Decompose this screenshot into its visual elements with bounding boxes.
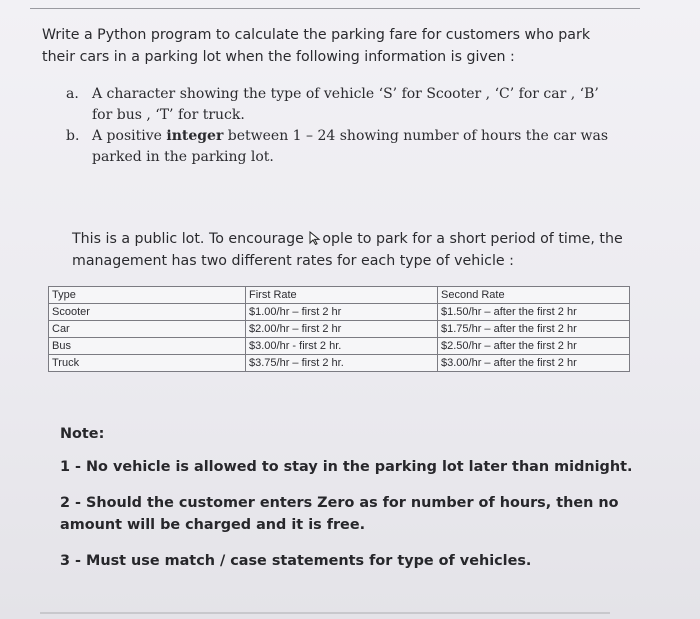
- public-line-2: management has two different rates for each type of vehicle :: [72, 253, 514, 269]
- list-item-b-line-1: A positive integer between 1 – 24 showing number of hours the car was: [92, 128, 609, 144]
- list-marker: b.: [66, 128, 80, 144]
- public-lot-paragraph: [72, 228, 652, 272]
- cell-type: Truck: [49, 355, 246, 372]
- problem-intro: [42, 24, 642, 68]
- cell-first-rate: $1.00/hr – first 2 hr: [246, 304, 438, 321]
- cell-second-rate: $1.75/hr – after the first 2 hr: [438, 321, 630, 338]
- cell-first-rate: $3.00/hr - first 2 hr.: [246, 338, 438, 355]
- cell-type: Bus: [49, 338, 246, 355]
- note-item-1: 1 - No vehicle is allowed to stay in the parking lot later than midnight.: [60, 459, 633, 475]
- table-row: [49, 355, 630, 372]
- mouse-pointer-icon: [309, 230, 321, 244]
- list-item-a-line-2: for bus , ‘T’ for truck.: [92, 107, 245, 123]
- table-row: [49, 304, 630, 321]
- note-item-2: 2 - Should the customer enters Zero as for number of hours, then no amount will be charged and it is free.: [60, 495, 619, 533]
- cell-second-rate: $1.50/hr – after the first 2 hr: [438, 304, 630, 321]
- cell-first-rate: $3.75/hr – first 2 hr.: [246, 355, 438, 372]
- header-first-rate: First Rate: [246, 287, 438, 304]
- given-list: [66, 84, 646, 168]
- note-item-3: 3 - Must use match / case statements for type of vehicles.: [60, 553, 532, 569]
- list-item-a-line-1: A character showing the type of vehicle ‘S’ for Scooter , ‘C’ for car , ‘B’: [92, 86, 599, 102]
- note-title: Note:: [60, 426, 105, 442]
- cell-type: Car: [49, 321, 246, 338]
- cell-second-rate: $3.00/hr – after the first 2 hr: [438, 355, 630, 372]
- header-second-rate: Second Rate: [438, 287, 630, 304]
- bold-integer: integer: [166, 128, 224, 144]
- cell-second-rate: $2.50/hr – after the first 2 hr: [438, 338, 630, 355]
- cell-type: Scooter: [49, 304, 246, 321]
- top-rule: [30, 8, 640, 9]
- intro-line-1: Write a Python program to calculate the parking fare for customers who park: [42, 27, 591, 43]
- public-line-1: This is a public lot. To encourage ople to park for a short period of time, the: [72, 231, 623, 247]
- list-item-b-line-2: parked in the parking lot.: [92, 149, 274, 165]
- table-row: [49, 338, 630, 355]
- table-row: [49, 321, 630, 338]
- cell-first-rate: $2.00/hr – first 2 hr: [246, 321, 438, 338]
- note-section: [60, 426, 660, 586]
- table-header-row: [49, 287, 630, 304]
- bottom-rule: [40, 612, 610, 614]
- rates-table: [48, 286, 630, 372]
- list-marker: a.: [66, 86, 79, 102]
- header-type: Type: [49, 287, 246, 304]
- list-item-b: [66, 126, 646, 168]
- list-item-a: [66, 84, 646, 126]
- intro-line-2: their cars in a parking lot when the following information is given :: [42, 49, 515, 65]
